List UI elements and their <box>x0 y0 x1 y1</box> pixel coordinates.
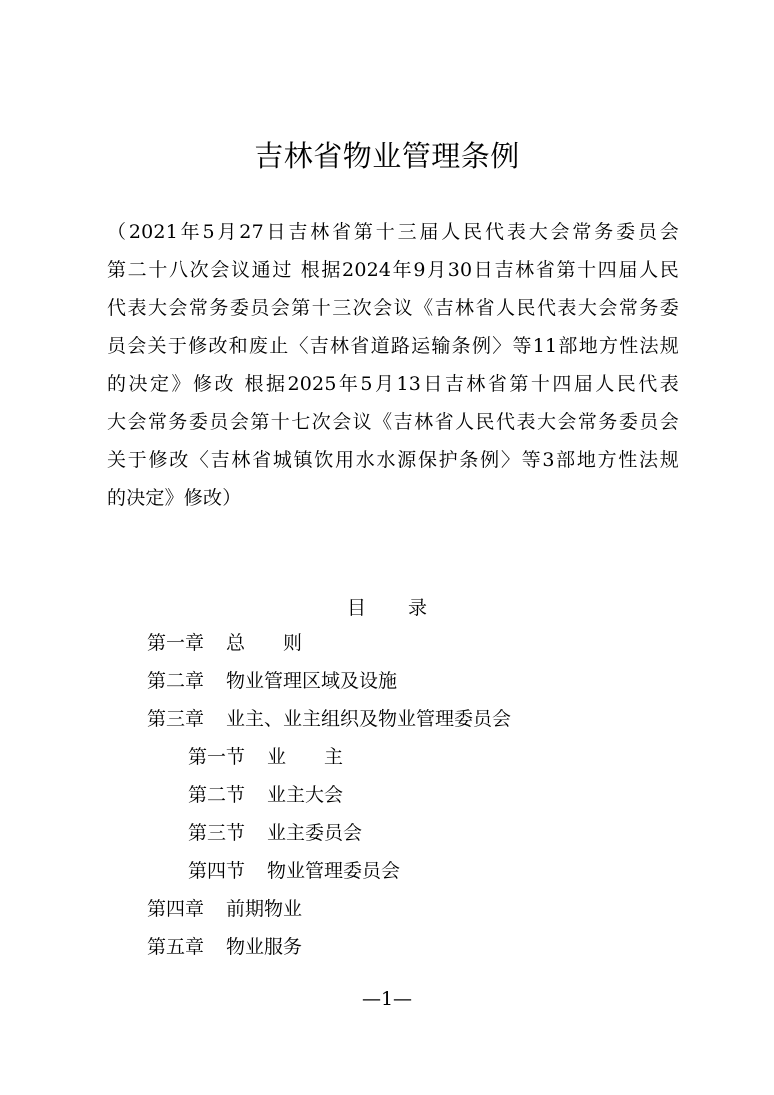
toc-item-chapter-1 <box>147 628 302 658</box>
toc-item-title: 业主大会 <box>267 784 344 806</box>
toc-item-number: 第四章 <box>147 898 205 920</box>
preface-line: 关于修改〈吉林省城镇饮用水水源保护条例〉等3部地方性法规 <box>107 449 679 471</box>
toc-item-number: 第二节 <box>188 784 246 806</box>
toc-item-number: 第三章 <box>147 708 205 730</box>
toc-item-chapter-3 <box>147 704 511 734</box>
toc-item-title: 总 则 <box>226 632 303 654</box>
toc-item-title: 前期物业 <box>226 898 303 920</box>
toc-item-number: 第一章 <box>147 632 205 654</box>
toc-item-title: 物业管理区域及设施 <box>226 670 398 692</box>
toc-item-number: 第二章 <box>147 670 205 692</box>
toc-item-number: 第一节 <box>188 746 246 768</box>
preface-line: 第二十八次会议通过 根据2024年9月30日吉林省第十四届人民 <box>107 259 679 281</box>
toc-item-title: 业主委员会 <box>267 822 363 844</box>
toc-item-chapter-5 <box>147 932 302 962</box>
toc-item-number: 第三节 <box>188 822 246 844</box>
toc-item-title: 物业管理委员会 <box>267 860 401 882</box>
preface-line: （2021年5月27日吉林省第十三届人民代表大会常务委员会 <box>107 221 679 243</box>
toc-item-title: 业 主 <box>267 746 344 768</box>
toc-heading-left: 目 <box>346 597 366 619</box>
toc-item-section-2 <box>188 780 343 810</box>
toc-item-section-3 <box>188 818 362 848</box>
toc-heading <box>0 593 774 623</box>
toc-item-title: 物业服务 <box>226 936 303 958</box>
toc-item-title: 业主、业主组织及物业管理委员会 <box>226 708 512 730</box>
preface-line: 员会关于修改和废止〈吉林省道路运输条例〉等11部地方性法规 <box>107 335 679 357</box>
toc-item-section-4 <box>188 856 400 886</box>
preface-line: 大会常务委员会第十七次会议《吉林省人民代表大会常务委员会 <box>107 411 679 433</box>
preface-line: 的决定》修改 根据2025年5月13日吉林省第十四届人民代表 <box>107 373 679 395</box>
toc-item-chapter-4 <box>147 894 302 924</box>
preface-line: 代表大会常务委员会第十三次会议《吉林省人民代表大会常务委 <box>107 297 679 319</box>
document-title: 吉林省物业管理条例 <box>254 139 520 173</box>
toc-item-number: 第四节 <box>188 860 246 882</box>
preface-paragraph <box>107 213 679 517</box>
toc-item-chapter-2 <box>147 666 397 696</box>
page-number: —1— <box>361 988 413 1010</box>
toc-heading-right: 录 <box>408 597 428 619</box>
toc-item-number: 第五章 <box>147 936 205 958</box>
preface-line: 的决定》修改） <box>107 487 242 509</box>
toc-item-section-1 <box>188 742 343 772</box>
